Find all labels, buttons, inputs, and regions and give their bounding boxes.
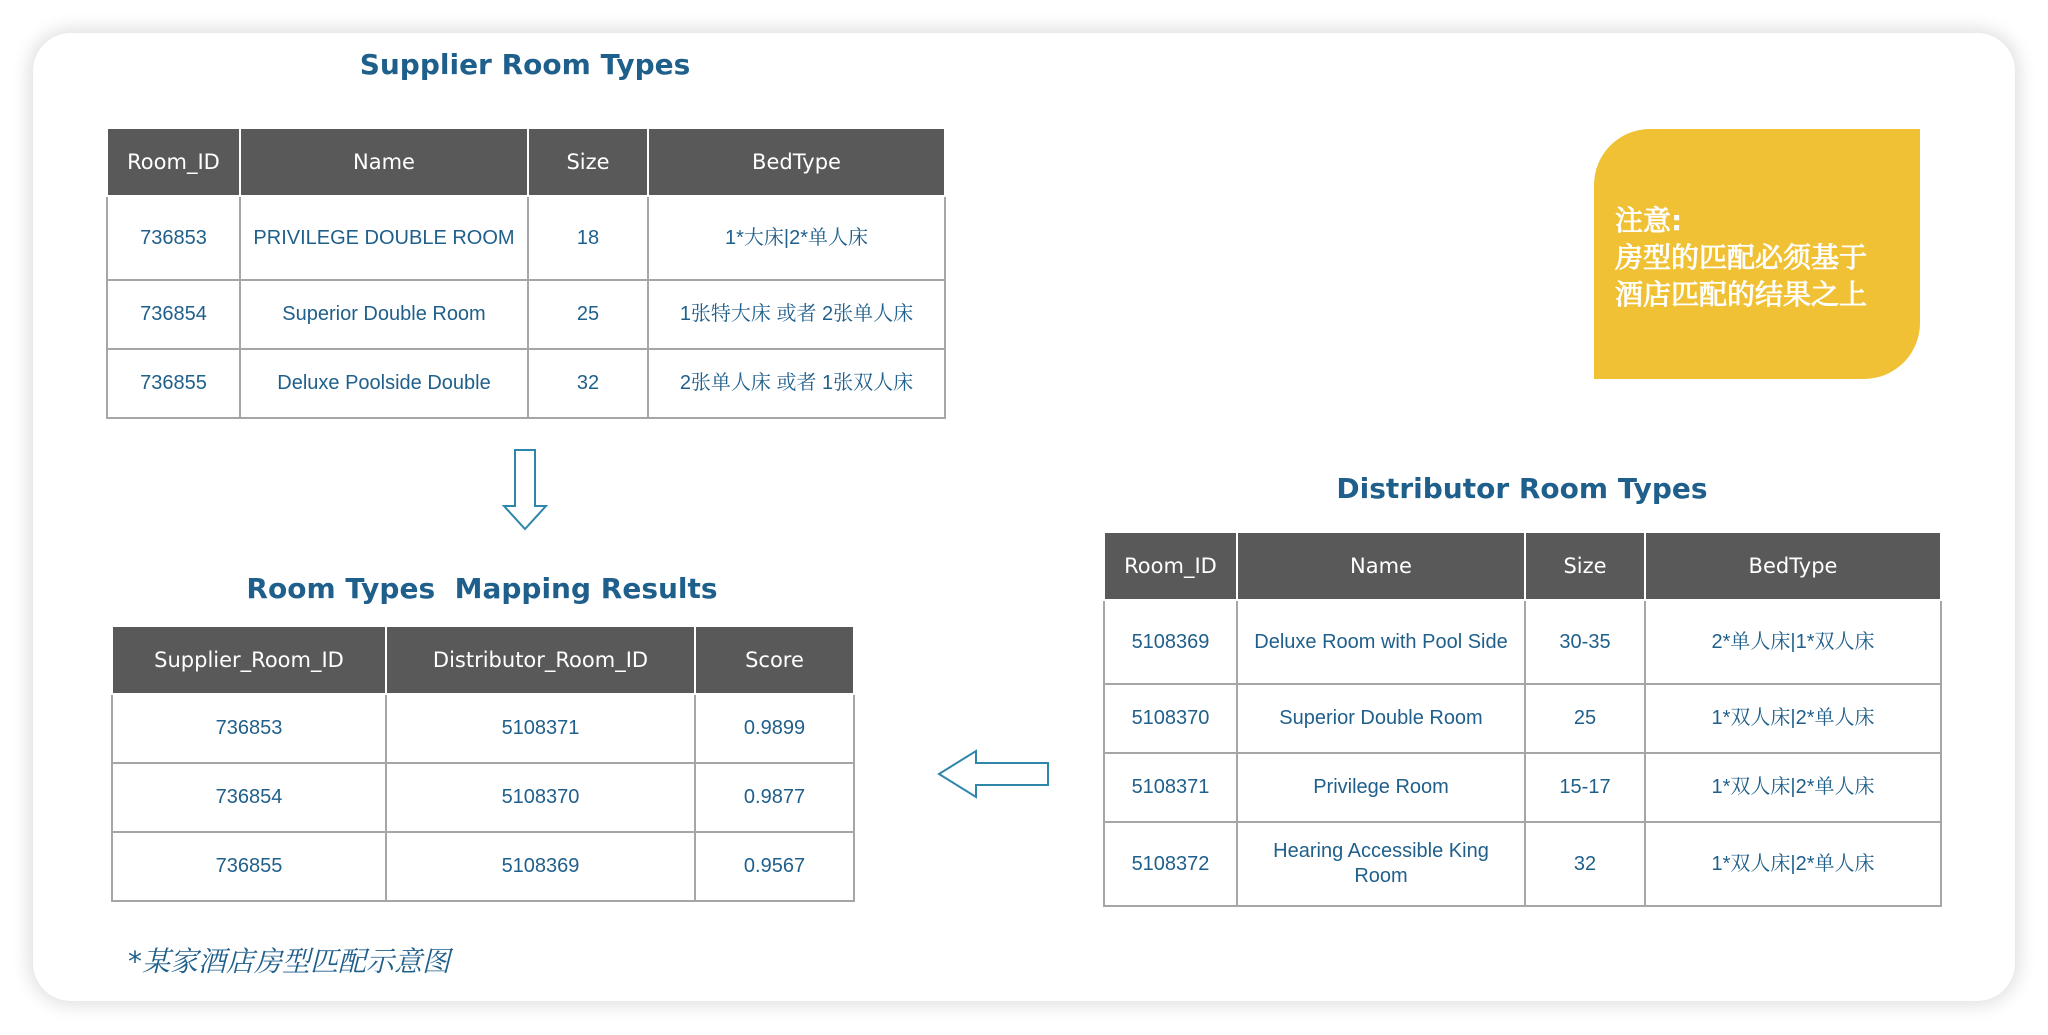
cell-size: 18 xyxy=(528,196,648,280)
cell-room-id: 736855 xyxy=(107,349,240,418)
header-bedtype: BedType xyxy=(1645,532,1941,600)
left-arrow-icon xyxy=(936,748,1050,800)
header-room-id: Room_ID xyxy=(107,128,240,196)
cell-name: Superior Double Room xyxy=(1237,684,1525,753)
header-size: Size xyxy=(528,128,648,196)
table-row xyxy=(107,196,945,280)
cell-distributor-room-id: 5108369 xyxy=(386,832,695,901)
cell-name: Deluxe Room with Pool Side xyxy=(1237,600,1525,684)
cell-name: PRIVILEGE DOUBLE ROOM xyxy=(240,196,528,280)
table-row xyxy=(107,349,945,418)
cell-name: Superior Double Room xyxy=(240,280,528,349)
supplier-table xyxy=(106,127,946,419)
header-room-id: Room_ID xyxy=(1104,532,1237,600)
cell-size: 15-17 xyxy=(1525,753,1645,822)
header-size: Size xyxy=(1525,532,1645,600)
header-bedtype: BedType xyxy=(648,128,945,196)
cell-room-id: 5108372 xyxy=(1104,822,1237,906)
cell-bedtype: 1*双人床|2*单人床 xyxy=(1645,753,1941,822)
cell-size: 32 xyxy=(1525,822,1645,906)
header-name: Name xyxy=(1237,532,1525,600)
cell-bedtype: 1*双人床|2*单人床 xyxy=(1645,822,1941,906)
cell-bedtype: 2*单人床|1*双人床 xyxy=(1645,600,1941,684)
cell-name: Deluxe Poolside Double xyxy=(240,349,528,418)
note-line: 房型的匹配必须基于 xyxy=(1615,241,1868,274)
header-supplier-room-id: Supplier_Room_ID xyxy=(112,626,386,694)
note-title: 注意: xyxy=(1615,204,1683,237)
cell-room-id: 5108371 xyxy=(1104,753,1237,822)
table-row xyxy=(1104,600,1941,684)
cell-room-id: 5108370 xyxy=(1104,684,1237,753)
cell-bedtype: 2张单人床 或者 1张双人床 xyxy=(648,349,945,418)
cell-name: Hearing Accessible King Room xyxy=(1237,822,1525,906)
table-row xyxy=(112,763,854,832)
cell-size: 32 xyxy=(528,349,648,418)
distributor-title: Distributor Room Types xyxy=(1336,472,1708,505)
table-row xyxy=(107,280,945,349)
mapping-title: Room Types Mapping Results xyxy=(246,572,718,605)
note-box xyxy=(1594,129,1920,379)
cell-size: 25 xyxy=(528,280,648,349)
cell-bedtype: 1张特大床 或者 2张单人床 xyxy=(648,280,945,349)
cell-distributor-room-id: 5108371 xyxy=(386,694,695,763)
cell-room-id: 736854 xyxy=(107,280,240,349)
mapping-table xyxy=(111,625,855,902)
cell-room-id: 736853 xyxy=(107,196,240,280)
cell-name: Privilege Room xyxy=(1237,753,1525,822)
header-name: Name xyxy=(240,128,528,196)
cell-bedtype: 1*双人床|2*单人床 xyxy=(1645,684,1941,753)
cell-size: 25 xyxy=(1525,684,1645,753)
cell-supplier-room-id: 736853 xyxy=(112,694,386,763)
figure-caption: *某家酒店房型匹配示意图 xyxy=(128,945,451,978)
cell-bedtype: 1*大床|2*单人床 xyxy=(648,196,945,280)
note-line: 酒店匹配的结果之上 xyxy=(1615,278,1868,311)
table-row xyxy=(112,694,854,763)
cell-supplier-room-id: 736854 xyxy=(112,763,386,832)
header-distributor-room-id: Distributor_Room_ID xyxy=(386,626,695,694)
header-score: Score xyxy=(695,626,854,694)
cell-score: 0.9567 xyxy=(695,832,854,901)
cell-score: 0.9899 xyxy=(695,694,854,763)
table-row xyxy=(1104,822,1941,906)
cell-distributor-room-id: 5108370 xyxy=(386,763,695,832)
cell-supplier-room-id: 736855 xyxy=(112,832,386,901)
distributor-table xyxy=(1103,531,1942,907)
down-arrow-icon xyxy=(500,448,550,532)
table-row xyxy=(1104,753,1941,822)
cell-score: 0.9877 xyxy=(695,763,854,832)
supplier-title: Supplier Room Types xyxy=(359,48,691,81)
table-row xyxy=(112,832,854,901)
cell-room-id: 5108369 xyxy=(1104,600,1237,684)
cell-size: 30-35 xyxy=(1525,600,1645,684)
table-row xyxy=(1104,684,1941,753)
